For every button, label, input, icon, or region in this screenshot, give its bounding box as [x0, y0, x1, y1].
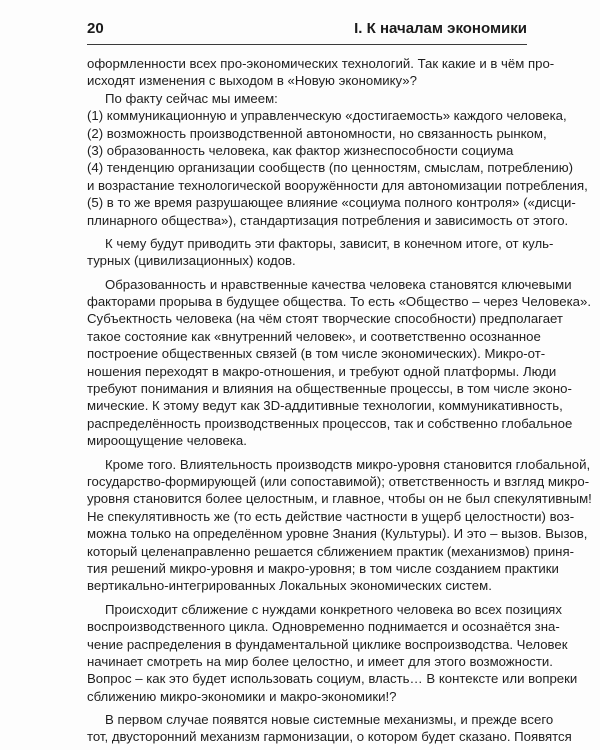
text-line: можна только на определённом уровне Знания (Культуры). И это – вызов. Вызов, [87, 526, 588, 542]
paragraph [87, 235, 554, 270]
text-line: который целенаправленно решается сближением практик (механизмов) приня- [87, 543, 575, 559]
running-header [87, 16, 527, 45]
page-number: 20 [87, 20, 104, 37]
text-line: тот, двусторонний механизм гармонизации, о котором будет сказано. Появятся [87, 729, 572, 745]
text-line: В первом случае появятся новые системные механизмы, и прежде всего [105, 712, 554, 728]
text-line: воспроизводственного цикла. Одновременно поднимается и осознаётся зна- [87, 619, 560, 635]
text-line: Кроме того. Влиятельность производств микро-уровня становится глобальной, [105, 456, 591, 472]
paragraph [87, 711, 572, 746]
text-line: такое состояние как «внутренний человек», и соответственно осознанное [87, 328, 541, 344]
text-line: Вопрос – как это будет использовать социум, власть… В контексте или вопреки [87, 671, 578, 687]
text-line: требуют понимания и влияния на общественные процессы, в том числе эконо- [87, 381, 572, 397]
text-line: мические. К этому ведут как 3D-аддитивные технологии, коммуникативность, [87, 398, 563, 414]
paragraph [87, 601, 578, 705]
text-line: сближению микро-экономики и макро-экономики!? [87, 688, 397, 704]
text-line: факторами прорыва в будущее общества. То есть «Общество – через Человека». [87, 294, 591, 310]
text-line: Субъектность человека (на чём стоят творческие способности) предполагает [87, 311, 563, 327]
text-line: (2) возможность производственной автономности, но связанность рынком, [87, 125, 547, 141]
paragraph [87, 456, 592, 595]
text-line: исходят изменения с выходом в «Новую экономику»? [87, 73, 417, 89]
text-line: распределённость производственных процессов, так и собственно глобальное [87, 415, 573, 431]
text-line: (4) тенденцию организации сообществ (по ценностям, смыслам, потреблению) [87, 160, 574, 176]
text-line: мироощущение человека. [87, 433, 247, 449]
text-line: государство-формирующей (или сопоставимой); ответственность и взгляд микро- [87, 473, 590, 489]
page-body [87, 55, 592, 746]
text-line: (1) коммуникационную и управленческую «достигаемость» каждого человека, [87, 108, 567, 124]
paragraph [87, 90, 588, 229]
text-line: построение общественных связей (в том числе экономических). Микро-от- [87, 346, 546, 362]
text-line: уровня становится более целостным, и главное, чтобы он не был спекулятивным! [87, 491, 592, 507]
text-line: чение распределения в фундаментальной циклике воспроизводства. Человек [87, 636, 568, 652]
paragraph [87, 276, 591, 450]
text-line: и возрастание технологической вооружённости для автономизации потребления, [87, 177, 588, 193]
paragraph [87, 55, 555, 90]
text-line: начинает смотреть на мир более целостно, и имеет для этого возможности. [87, 653, 553, 669]
text-line: плинарного общества»), стандартизация потребления и зависимость от этого. [87, 212, 569, 228]
text-line: (3) образованность человека, как фактор жизнеспособности социума [87, 142, 514, 158]
chapter-title: I. К началам экономики [354, 20, 527, 37]
text-line: Происходит сближение с нуждами конкретного человека во всех позициях [105, 601, 562, 617]
text-line: турных (цивилизационных) кодов. [87, 253, 296, 269]
text-line: оформленности всех про-экономических технологий. Так какие и в чём про- [87, 56, 555, 71]
text-line: К чему будут приводить эти факторы, зависит, в конечном итоге, от куль- [105, 235, 554, 251]
text-line: тия решений микро-уровня и макро-уровня; в том числе созданием практики [87, 560, 559, 576]
text-line: вертикально-интегрированных Локальных экономических систем. [87, 578, 492, 594]
text-line: ношения переходят в макро-отношения, и требуют одной платформы. Люди [87, 363, 557, 379]
text-line: (5) в то же время разрушающее влияние «социума полного контроля» («дисци- [87, 195, 576, 211]
text-line: Не спекулятивность же (то есть действие частности в ущерб целостности) воз- [87, 508, 575, 524]
text-line: По факту сейчас мы имеем: [105, 90, 278, 106]
text-line: Образованность и нравственные качества человека становятся ключевыми [105, 276, 572, 292]
